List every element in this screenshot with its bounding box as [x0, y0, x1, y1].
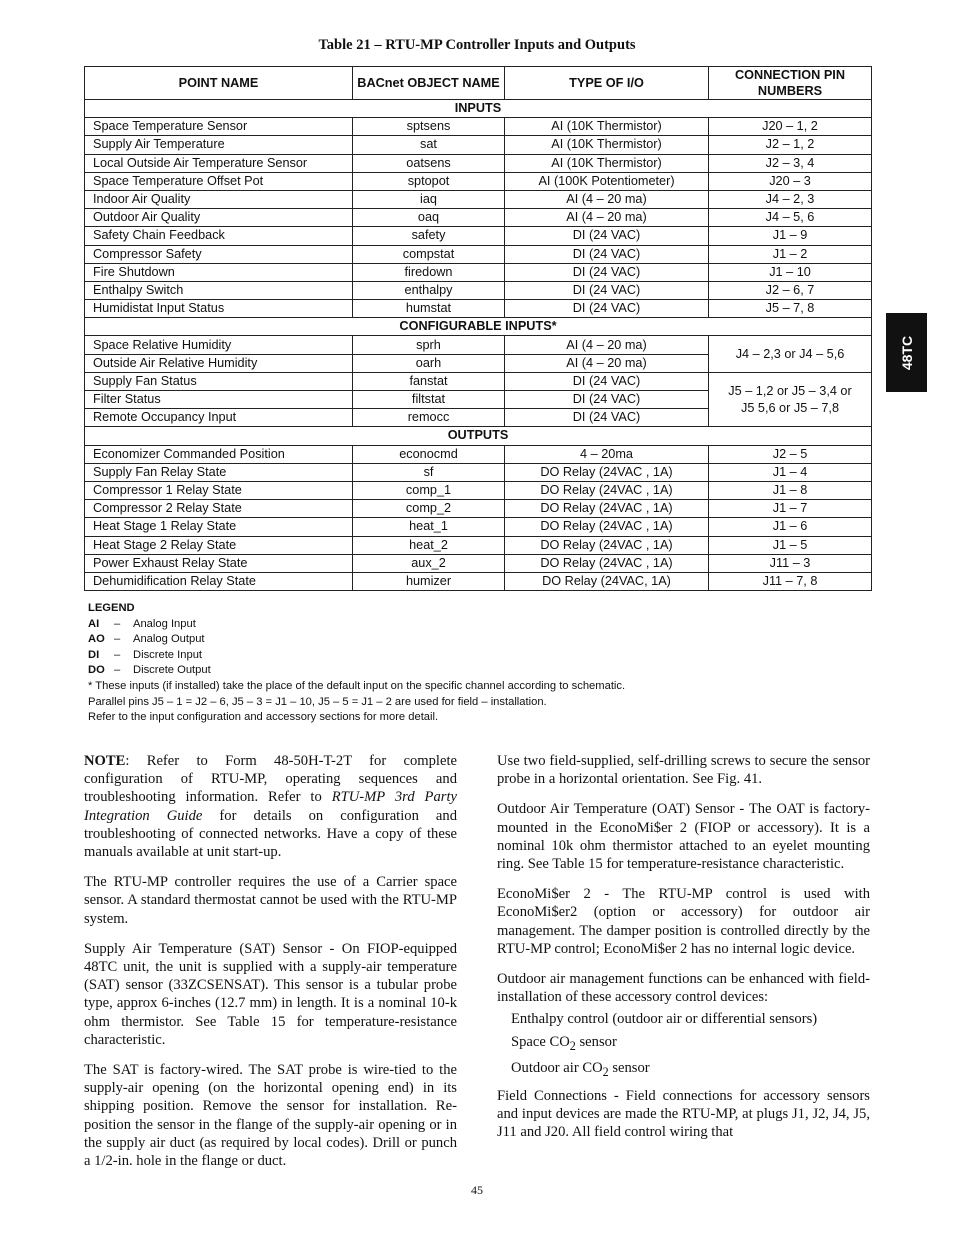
- bacnet-name-cell: oaq: [353, 209, 505, 227]
- point-name-cell: Remote Occupancy Input: [85, 409, 353, 427]
- legend-item: AI – Analog Input: [88, 617, 196, 630]
- bacnet-name-cell: aux_2: [353, 554, 505, 572]
- col-header-pin-numbers: CONNECTION PIN NUMBERS: [709, 67, 872, 100]
- col-header-bacnet-name: BACnet OBJECT NAME: [353, 67, 505, 100]
- point-name-cell: Compressor 1 Relay State: [85, 481, 353, 499]
- io-type-cell: AI (4 – 20 ma): [505, 209, 709, 227]
- io-type-cell: DO Relay (24VAC , 1A): [505, 500, 709, 518]
- table-row: [85, 445, 872, 463]
- point-name-cell: Space Temperature Sensor: [85, 118, 353, 136]
- sat-sensor-paragraph: Supply Air Temperature (SAT) Sensor - On FIOP-equipped 48TC unit, the unit is supplied with a supply-air temperature (SAT) sensor (33ZCSENSAT). This sensor is a tubular probe type, approx 6-inches (12.7 mm) in length. It is a nominal 10-k ohm thermistor. See Table 15 for temperature-resistance characteristic.: [84, 940, 457, 1048]
- table-row: [85, 463, 872, 481]
- bacnet-name-cell: comp_2: [353, 500, 505, 518]
- integration-guide-title: RTU-MP 3rd Party Integration Guide: [84, 789, 457, 824]
- table-row: [85, 336, 872, 354]
- pin-numbers-cell: J1 – 6: [709, 518, 872, 536]
- pin-numbers-cell: J11 – 7, 8: [709, 572, 872, 590]
- point-name-cell: Local Outside Air Temperature Sensor: [85, 154, 353, 172]
- point-name-cell: Enthalpy Switch: [85, 281, 353, 299]
- bacnet-name-cell: oarh: [353, 354, 505, 372]
- right-column: [497, 752, 870, 1153]
- io-type-cell: AI (4 – 20 ma): [505, 354, 709, 372]
- bacnet-name-cell: econocmd: [353, 445, 505, 463]
- pin-numbers-cell: J1 – 7: [709, 500, 872, 518]
- col-header-io-type: TYPE OF I/O: [505, 67, 709, 100]
- point-name-cell: Indoor Air Quality: [85, 190, 353, 208]
- legend-items: [88, 617, 625, 679]
- table-row: [85, 554, 872, 572]
- controller-paragraph: The RTU-MP controller requires the use of a Carrier space sensor. A standard thermostat cannot be used with the RTU-MP system.: [84, 874, 457, 927]
- section-inputs: [85, 100, 872, 118]
- bacnet-name-cell: compstat: [353, 245, 505, 263]
- io-type-cell: AI (4 – 20 ma): [505, 336, 709, 354]
- io-type-cell: DO Relay (24VAC , 1A): [505, 536, 709, 554]
- pin-numbers-cell: J4 – 2,3 or J4 – 5,6: [709, 336, 872, 372]
- table-row: [85, 245, 872, 263]
- note-text-a: : Refer to Form 48-50H-T-2T for complete configuration of RTU-MP, operating sequences and troubleshooting information. Refer to: [84, 753, 457, 806]
- bacnet-name-cell: sptopot: [353, 172, 505, 190]
- table-row: [85, 500, 872, 518]
- bacnet-name-cell: heat_2: [353, 536, 505, 554]
- bacnet-name-cell: humstat: [353, 300, 505, 318]
- side-tab-label: 48TC: [898, 335, 915, 370]
- pin-numbers-cell: J1 – 8: [709, 481, 872, 499]
- io-type-cell: DI (24 VAC): [505, 227, 709, 245]
- section-label: INPUTS: [85, 100, 872, 118]
- io-type-cell: DI (24 VAC): [505, 372, 709, 390]
- section-label: OUTPUTS: [85, 427, 872, 445]
- bacnet-name-cell: comp_1: [353, 481, 505, 499]
- note-paragraph: [84, 752, 457, 861]
- legend-notes: [88, 679, 625, 726]
- accessory-list-item: Space $CO_2$ sensor: [511, 1033, 617, 1053]
- table-row: [85, 154, 872, 172]
- point-name-cell: Safety Chain Feedback: [85, 227, 353, 245]
- io-type-cell: AI (10K Thermistor): [505, 118, 709, 136]
- point-name-cell: Supply Fan Status: [85, 372, 353, 390]
- bacnet-name-cell: fanstat: [353, 372, 505, 390]
- bacnet-name-cell: sf: [353, 463, 505, 481]
- table-body: [85, 100, 872, 591]
- pin-numbers-cell: J2 – 3, 4: [709, 154, 872, 172]
- pin-numbers-cell: J4 – 5, 6: [709, 209, 872, 227]
- pin-numbers-cell: J4 – 2, 3: [709, 190, 872, 208]
- side-tab: [886, 313, 927, 392]
- point-name-cell: Space Relative Humidity: [85, 336, 353, 354]
- pin-numbers-cell: J1 – 10: [709, 263, 872, 281]
- bacnet-name-cell: remocc: [353, 409, 505, 427]
- bacnet-name-cell: sptsens: [353, 118, 505, 136]
- table-row: [85, 372, 872, 390]
- accessory-intro-paragraph: Outdoor air management functions can be enhanced with field-installation of these accessory control devices:: [497, 971, 870, 1006]
- pin-numbers-cell: J1 – 9: [709, 227, 872, 245]
- legend-item: DI – Discrete Input: [88, 648, 203, 661]
- pin-numbers-cell: J1 – 5: [709, 536, 872, 554]
- table-row: [85, 263, 872, 281]
- table-row: [85, 518, 872, 536]
- point-name-cell: Compressor Safety: [85, 245, 353, 263]
- io-type-cell: DI (24 VAC): [505, 391, 709, 409]
- legend-note: Refer to the input configuration and accessory sections for more detail.: [88, 711, 439, 724]
- table-row: [85, 227, 872, 245]
- point-name-cell: Power Exhaust Relay State: [85, 554, 353, 572]
- io-type-cell: DO Relay (24VAC , 1A): [505, 518, 709, 536]
- point-name-cell: Compressor 2 Relay State: [85, 500, 353, 518]
- io-type-cell: DI (24 VAC): [505, 281, 709, 299]
- table-row: [85, 172, 872, 190]
- legend-item: DO – Discrete Output: [88, 664, 211, 677]
- table-row: [85, 136, 872, 154]
- bacnet-name-cell: heat_1: [353, 518, 505, 536]
- table-title: Table 21 – RTU-MP Controller Inputs and Outputs: [318, 37, 636, 53]
- legend-heading: LEGEND: [88, 602, 135, 614]
- bacnet-name-cell: oatsens: [353, 154, 505, 172]
- section-label: CONFIGURABLE INPUTS*: [85, 318, 872, 336]
- pin-numbers-cell: J5 – 7, 8: [709, 300, 872, 318]
- accessory-list-item: Enthalpy control (outdoor air or differential sensors): [511, 1011, 818, 1028]
- oat-sensor-paragraph: Outdoor Air Temperature (OAT) Sensor - The OAT is factory-mounted in the EconoMi$er 2 (FIOP or accessory). It is a nominal 10k ohm thermistor attached to an eyelet mounting ring. See Table 15 for temperature-resistance characteristic.: [497, 801, 870, 873]
- note-text-b: for details on configuration and troubleshooting of connected networks. Have a copy of these manuals available at unit start-up.: [84, 807, 457, 861]
- io-type-cell: DI (24 VAC): [505, 263, 709, 281]
- io-type-cell: DI (24 VAC): [505, 245, 709, 263]
- table-row: [85, 281, 872, 299]
- note-label: NOTE: [84, 753, 126, 769]
- legend-item: AO – Analog Output: [88, 633, 205, 646]
- io-type-cell: DO Relay (24VAC , 1A): [505, 554, 709, 572]
- pin-numbers-cell: J5 – 1,2 or J5 – 3,4 or J5 5,6 or J5 – 7,8: [709, 372, 872, 427]
- pin-numbers-cell: J11 – 3: [709, 554, 872, 572]
- screws-paragraph: Use two field-supplied, self-drilling screws to secure the sensor probe in a horizontal orientation. See Fig. 41.: [497, 753, 870, 788]
- field-connections-paragraph: Field Connections - Field connections for accessory sensors and input devices are made the RTU-MP, at plugs J1, J2, J4, J5, J11 and J20. All field control wiring that: [497, 1087, 870, 1141]
- io-type-cell: 4 – 20ma: [505, 445, 709, 463]
- legend: [88, 601, 625, 726]
- io-type-cell: AI (10K Thermistor): [505, 136, 709, 154]
- pin-numbers-cell: J1 – 2: [709, 245, 872, 263]
- bacnet-name-cell: sat: [353, 136, 505, 154]
- bacnet-name-cell: safety: [353, 227, 505, 245]
- table-row: [85, 118, 872, 136]
- point-name-cell: Supply Fan Relay State: [85, 463, 353, 481]
- pin-numbers-cell: J20 – 1, 2: [709, 118, 872, 136]
- io-type-cell: AI (10K Thermistor): [505, 154, 709, 172]
- section-configurable-inputs: [85, 318, 872, 336]
- pin-numbers-cell: J2 – 5: [709, 445, 872, 463]
- point-name-cell: Economizer Commanded Position: [85, 445, 353, 463]
- bacnet-name-cell: sprh: [353, 336, 505, 354]
- legend-note: Parallel pins J5 – 1 = J2 – 6, J5 – 3 = J1 – 10, J5 – 5 = J1 – 2 are used for field – installation.: [88, 695, 547, 708]
- col-header-point-name: POINT NAME: [85, 67, 353, 100]
- table-row: [85, 209, 872, 227]
- io-table: [84, 66, 872, 591]
- point-name-cell: Humidistat Input Status: [85, 300, 353, 318]
- left-column: [84, 752, 457, 1182]
- pin-numbers-cell: J2 – 6, 7: [709, 281, 872, 299]
- point-name-cell: Outside Air Relative Humidity: [85, 354, 353, 372]
- bacnet-name-cell: firedown: [353, 263, 505, 281]
- point-name-cell: Outdoor Air Quality: [85, 209, 353, 227]
- table-row: [85, 190, 872, 208]
- accessory-list-item: Outdoor air $CO_2$ sensor: [511, 1059, 650, 1079]
- io-type-cell: DI (24 VAC): [505, 300, 709, 318]
- bacnet-name-cell: iaq: [353, 190, 505, 208]
- economizer-paragraph: EconoMi$er 2 - The RTU-MP control is used with EconoMi$er2 (option or accessory) for outdoor air management. The damper position is controlled directly by the RTU-MP control; EconoMi$er 2 has no internal logic device.: [497, 886, 870, 957]
- pin-numbers-cell: J20 – 3: [709, 172, 872, 190]
- point-name-cell: Fire Shutdown: [85, 263, 353, 281]
- point-name-cell: Space Temperature Offset Pot: [85, 172, 353, 190]
- io-type-cell: AI (4 – 20 ma): [505, 190, 709, 208]
- table-row: [85, 536, 872, 554]
- bacnet-name-cell: humizer: [353, 572, 505, 590]
- io-type-cell: AI (100K Potentiometer): [505, 172, 709, 190]
- legend-note: * These inputs (if installed) take the place of the default input on the specific channel according to schematic.: [88, 679, 626, 692]
- section-outputs: [85, 427, 872, 445]
- io-type-cell: DO Relay (24VAC, 1A): [505, 572, 709, 590]
- point-name-cell: Filter Status: [85, 391, 353, 409]
- bacnet-name-cell: enthalpy: [353, 281, 505, 299]
- point-name-cell: Supply Air Temperature: [85, 136, 353, 154]
- io-type-cell: DO Relay (24VAC , 1A): [505, 481, 709, 499]
- table-row: [85, 300, 872, 318]
- bacnet-name-cell: filtstat: [353, 391, 505, 409]
- pin-numbers-cell: J1 – 4: [709, 463, 872, 481]
- io-type-cell: DO Relay (24VAC , 1A): [505, 463, 709, 481]
- point-name-cell: Dehumidification Relay State: [85, 572, 353, 590]
- point-name-cell: Heat Stage 2 Relay State: [85, 536, 353, 554]
- table-row: [85, 481, 872, 499]
- io-type-cell: DI (24 VAC): [505, 409, 709, 427]
- sat-wiring-paragraph: The SAT is factory-wired. The SAT probe is wire-tied to the supply-air opening (on the horizontal opening end) in its shipping position. Remove the sensor for installation. Re-position the sensor in the flange of the supply-air opening or in the supply air duct (as required by local codes). Drill or punch a 1/2-in. hole in the flange or duct.: [84, 1062, 457, 1170]
- page-number: 45: [471, 1183, 483, 1197]
- table-row: [85, 572, 872, 590]
- point-name-cell: Heat Stage 1 Relay State: [85, 518, 353, 536]
- pin-numbers-cell: J2 – 1, 2: [709, 136, 872, 154]
- table-header-row: [85, 67, 872, 100]
